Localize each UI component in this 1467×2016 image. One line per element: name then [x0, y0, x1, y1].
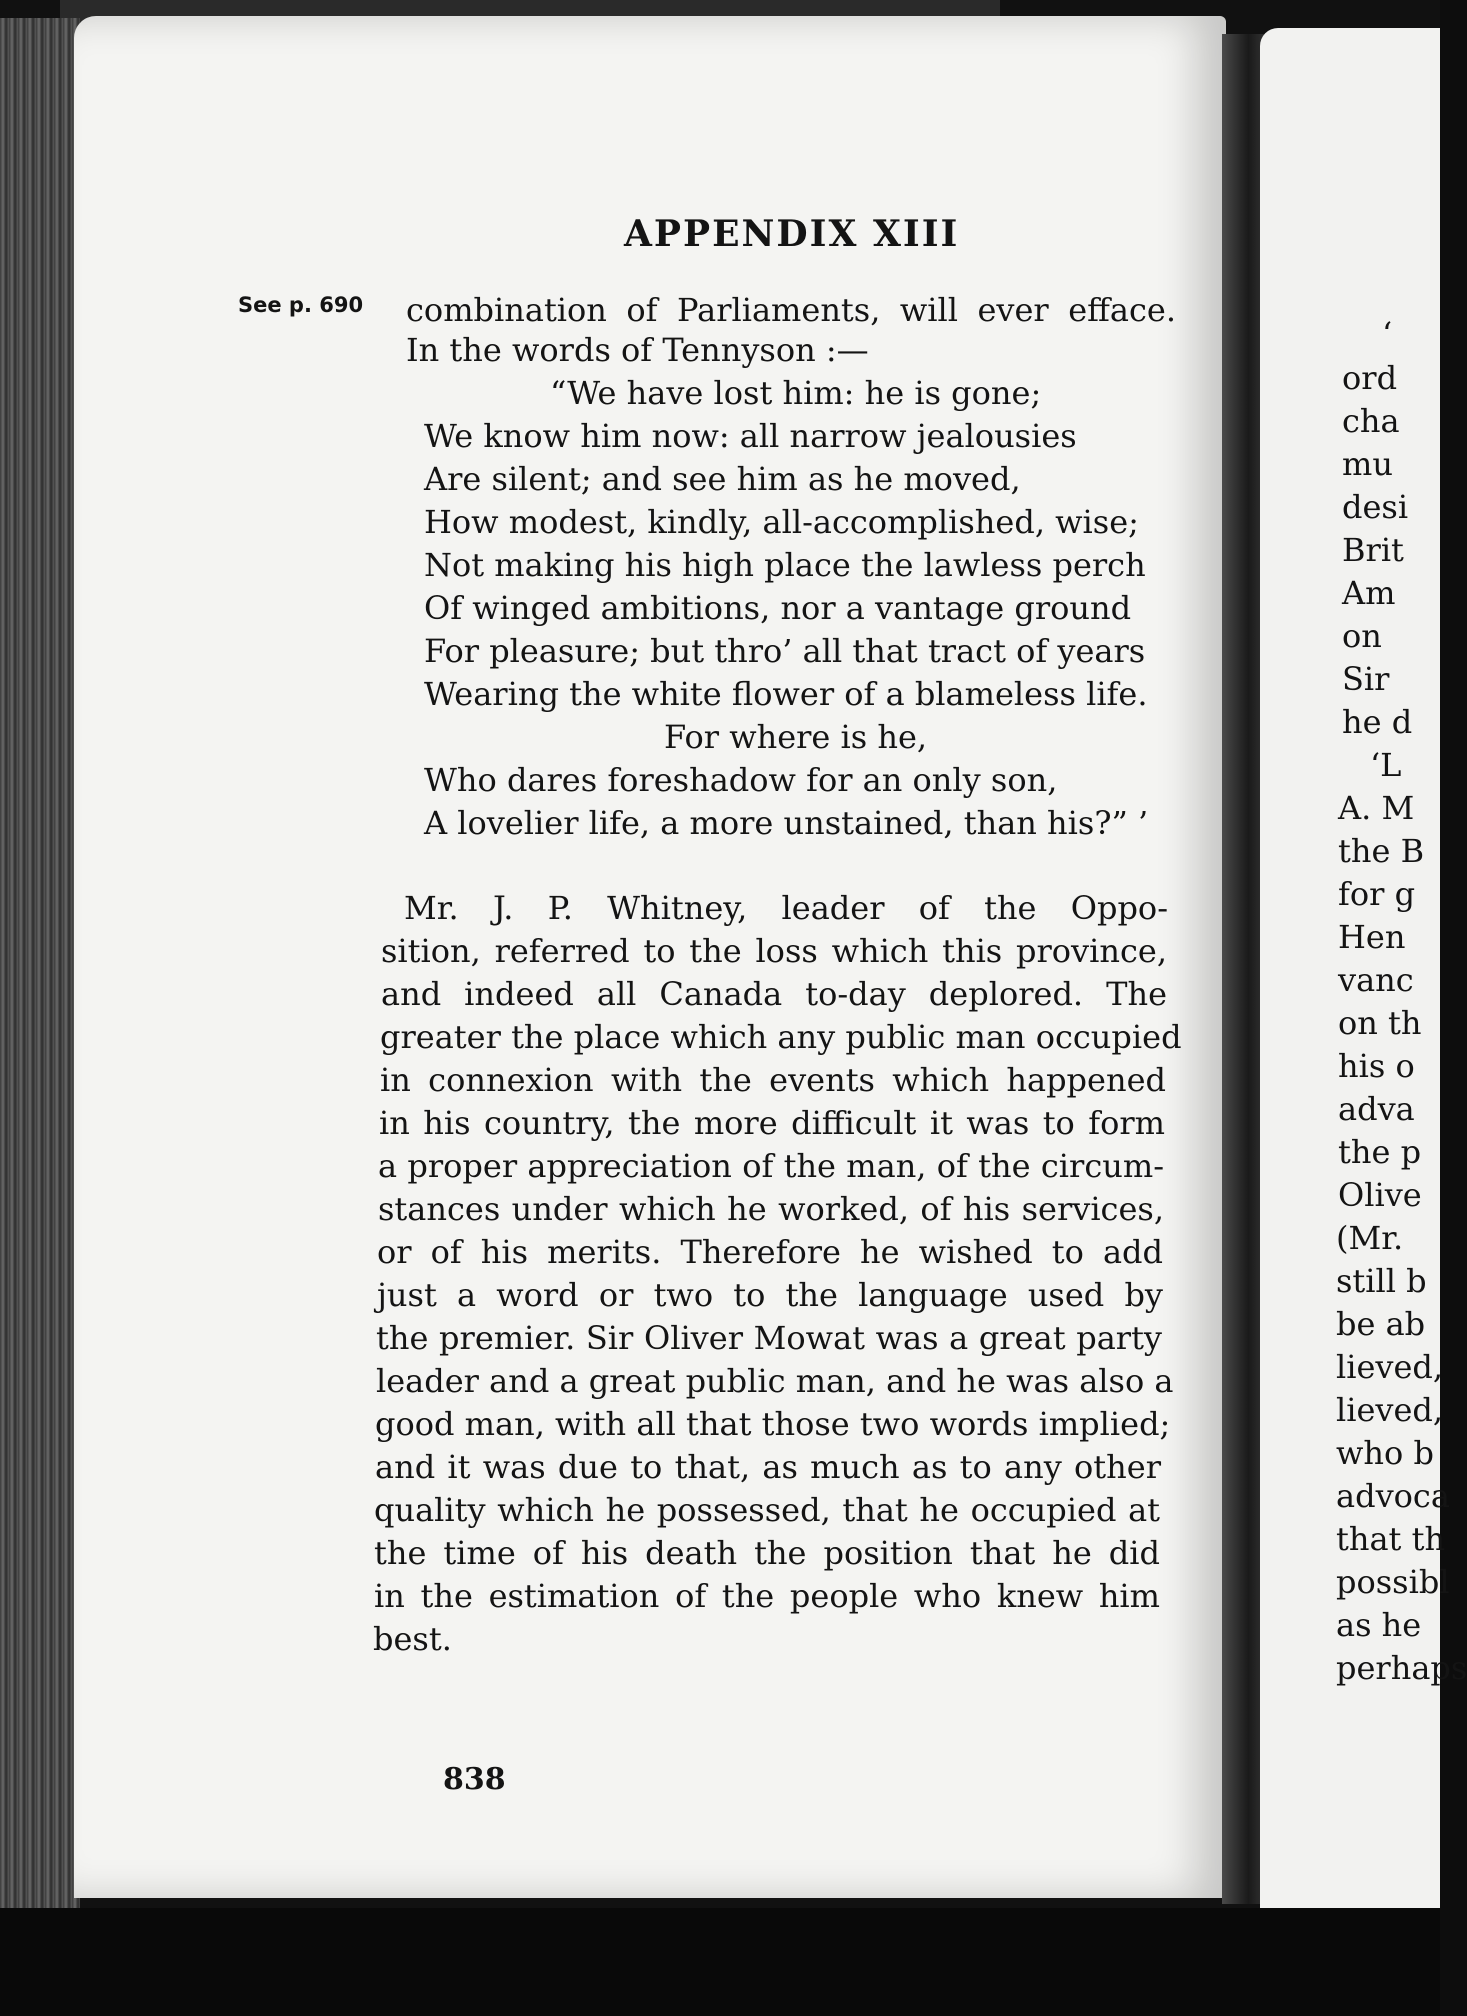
right-page-line: who b [1336, 1434, 1434, 1472]
paragraph-line: sition, referred to the loss which this province, [381, 932, 1167, 970]
bottom-shadow [0, 1908, 1440, 2016]
page-edges [0, 18, 80, 1918]
text-line: In the words of Tennyson :— [406, 331, 869, 369]
poem-line: We know him now: all narrow jealousies [424, 417, 1077, 455]
right-page-line: Brit [1342, 531, 1404, 569]
right-page-line: perhaps [1336, 1649, 1467, 1687]
right-page-line: on th [1338, 1004, 1422, 1042]
right-page-line: ‘ [1382, 315, 1393, 353]
right-page-line: lieved, [1336, 1391, 1444, 1429]
poem-line: Are silent; and see him as he moved, [424, 460, 1021, 498]
paragraph-line: in the estimation of the people who knew him [374, 1577, 1160, 1615]
right-page-line: Am [1342, 574, 1396, 612]
right-page-line: mu [1342, 445, 1393, 483]
paragraph-line: or of his merits. Therefore he wished to add [377, 1233, 1163, 1271]
paragraph-line: and it was due to that, as much as to any other [375, 1448, 1161, 1486]
right-page-line: cha [1342, 402, 1400, 440]
right-page-line: vanc [1338, 961, 1414, 999]
poem-line: How modest, kindly, all-accomplished, wise; [424, 503, 1139, 541]
paragraph-line: stances under which he worked, of his services, [378, 1190, 1164, 1228]
paragraph-line: Mr. J. P. Whitney, leader of the Oppo- [404, 889, 1168, 927]
paragraph-line: leader and a great public man, and he was also a [376, 1362, 1174, 1400]
paragraph-line: quality which he possessed, that he occupied at [374, 1491, 1160, 1529]
right-page-line: advoca [1336, 1477, 1450, 1515]
paragraph-line: the premier. Sir Oliver Mowat was a great party [376, 1319, 1162, 1357]
right-page-line: Sir [1342, 660, 1390, 698]
paragraph-line: greater the place which any public man occupied [380, 1018, 1182, 1056]
paragraph-line: just a word or two to the language used by [377, 1276, 1163, 1314]
right-page-line: as he [1336, 1606, 1422, 1644]
paragraph-line: and indeed all Canada to-day deplored. The [381, 975, 1167, 1013]
page-number: 838 [443, 1762, 506, 1797]
right-page-line: the B [1338, 832, 1425, 870]
right-page [1260, 28, 1467, 1908]
right-page-line: ord [1342, 359, 1398, 397]
right-page-line: Hen [1338, 918, 1406, 956]
poem-line: For where is he, [664, 718, 928, 756]
running-head: APPENDIX XIII [624, 213, 960, 255]
right-page-line: adva [1338, 1090, 1415, 1128]
right-page-line: A. M [1338, 789, 1415, 827]
paragraph-line: in connexion with the events which happened [380, 1061, 1166, 1099]
right-page-line: be ab [1336, 1305, 1426, 1343]
right-page-line: possibl [1336, 1563, 1450, 1601]
paragraph-line: a proper appreciation of the man, of the circum- [378, 1147, 1164, 1185]
right-page-line: lieved, [1336, 1348, 1444, 1386]
paragraph-line: good man, with all that those two words implied; [375, 1405, 1171, 1443]
right-page-line: that th [1336, 1520, 1446, 1558]
paragraph-line: in his country, the more difficult it was to form [379, 1104, 1165, 1142]
right-page-line: Olive [1338, 1176, 1422, 1214]
paragraph-line: the time of his death the position that he did [374, 1534, 1160, 1572]
poem-line: Who dares foreshadow for an only son, [424, 761, 1058, 799]
poem-line: For pleasure; but thro’ all that tract of years [424, 632, 1146, 670]
text-line: combination of Parliaments, will ever efface. [406, 291, 1176, 329]
poem-line: Wearing the white flower of a blameless life. [424, 675, 1148, 713]
side-note: See p. 690 [238, 293, 364, 317]
poem-line: “We have lost him: he is gone; [550, 374, 1042, 412]
right-page-line: for g [1338, 875, 1416, 913]
right-page-line: on [1342, 617, 1382, 655]
poem-line: A lovelier life, a more unstained, than his?” ’ [424, 804, 1149, 842]
right-page-line: the p [1338, 1133, 1422, 1171]
paragraph-line: best. [373, 1620, 452, 1658]
right-page-line: he d [1342, 703, 1413, 741]
right-page-line: (Mr. [1336, 1219, 1404, 1257]
poem-line: Of winged ambitions, nor a vantage ground [424, 589, 1132, 627]
poem-line: Not making his high place the lawless perch [424, 546, 1146, 584]
right-page-line: still b [1336, 1262, 1427, 1300]
right-page-line: his o [1338, 1047, 1415, 1085]
right-page-line: ‘L [1370, 746, 1402, 784]
right-page-line: desi [1342, 488, 1409, 526]
